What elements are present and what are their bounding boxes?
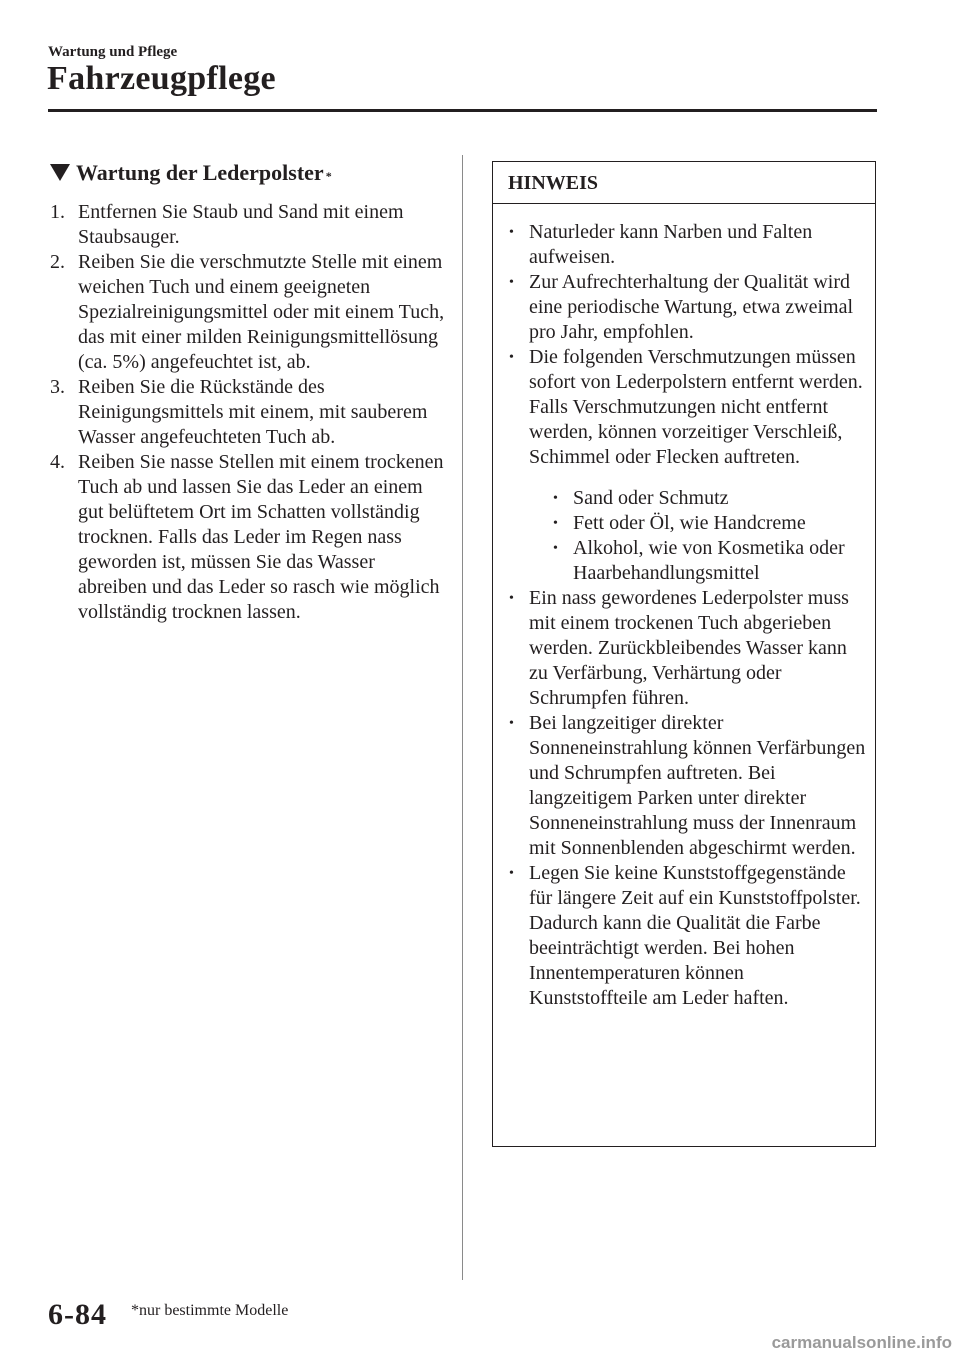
step-item xyxy=(50,250,445,375)
step-text: Reiben Sie die verschmutzte Stelle mit einem weichen Tuch und einem geeigneten Spezialreinigungsmittel oder mit einem Tuch, das mit einer milden Reinigungsmittellösung (ca. 5%) angefeuchtet ist, ab. xyxy=(78,251,445,373)
hinweis-item-text: Die folgenden Verschmutzungen müssen sofort von Lederpolstern entfernt werden. xyxy=(529,346,863,393)
hinweis-item-text: Legen Sie keine Kunststoffgegenstände für längere Zeit auf ein Kunststoffpolster. Dadurch kann die Qualität die Farbe beeinträchtigt werden. Bei hohen Innentemperaturen können Kunststoffteile am Leder haften. xyxy=(529,862,861,1009)
hinweis-item xyxy=(505,711,867,861)
hinweis-item-text: Naturleder kann Narben und Falten aufweisen. xyxy=(529,221,813,268)
left-column xyxy=(50,160,445,625)
bullet-icon: • xyxy=(553,516,558,531)
step-number: 3. xyxy=(50,376,65,398)
bullet-icon: • xyxy=(509,716,514,731)
step-number: 4. xyxy=(50,451,65,473)
step-text: Reiben Sie die Rückstände des Reinigungsmittels mit einem, mit sauberem Wasser angefeuchteten Tuch ab. xyxy=(78,376,428,448)
step-item xyxy=(50,375,445,450)
bullet-icon: • xyxy=(553,491,558,506)
sub-list-item xyxy=(529,536,867,586)
bullet-icon: • xyxy=(553,541,558,556)
step-list xyxy=(50,200,445,625)
hinweis-item xyxy=(505,861,867,1011)
step-item xyxy=(50,200,445,250)
step-item xyxy=(50,450,445,625)
step-text: Reiben Sie nasse Stellen mit einem trockenen Tuch ab und lassen Sie das Leder an einem gut belüftetem Ort im Schatten vollständig trocknen. Falls das Leder im Regen nass geworden ist, müssen Sie das Wasser abreiben und das Leder so rasch wie möglich vollständig trocknen lassen. xyxy=(78,451,444,623)
hinweis-box xyxy=(492,161,876,1147)
bullet-icon: • xyxy=(509,591,514,606)
triangle-down-icon xyxy=(50,164,70,181)
sub-list-item xyxy=(529,486,867,511)
hinweis-item xyxy=(505,345,867,586)
section-heading xyxy=(50,160,445,186)
availability-mark: * xyxy=(325,169,332,183)
hinweis-item xyxy=(505,270,867,345)
sub-list-item-text: Sand oder Schmutz xyxy=(573,487,729,509)
section-label: Wartung und Pflege xyxy=(48,44,178,60)
footnote: *nur bestimmte Modelle xyxy=(131,1302,289,1319)
hinweis-item-text: Ein nass gewordenes Lederpolster muss mit einem trockenen Tuch abgerieben werden. Zurückbleibendes Wasser kann zu Verfärbung, Verhärtung oder Schrumpfen führen. xyxy=(529,587,849,709)
bullet-icon: • xyxy=(509,350,514,365)
step-number: 1. xyxy=(50,201,65,223)
hinweis-item-text: Zur Aufrechterhaltung der Qualität wird eine periodische Wartung, etwa zweimal pro Jahr, empfohlen. xyxy=(529,271,854,343)
bullet-icon: • xyxy=(509,866,514,881)
hinweis-item-extra: Falls Verschmutzungen nicht entfernt werden, können vorzeitiger Verschleiß, Schimmel oder Flecken auftreten. xyxy=(529,396,843,468)
hinweis-title: HINWEIS xyxy=(508,172,599,194)
watermark: carmanualsonline.info xyxy=(771,1333,952,1352)
bullet-icon: • xyxy=(509,275,514,290)
sub-list-item-text: Alkohol, wie von Kosmetika oder Haarbehandlungsmittel xyxy=(573,537,845,584)
page-number: 6-84 xyxy=(48,1298,107,1331)
column-divider xyxy=(462,155,463,1280)
sub-list-item-text: Fett oder Öl, wie Handcreme xyxy=(573,512,806,534)
hinweis-item-text: Bei langzeitiger direkter Sonneneinstrahlung können Verfärbungen und Schrumpfen auftreten. Bei langzeitigem Parken unter direkter Sonneneinstrahlung muss der Innenraum mit Sonnenblenden abgeschirmt werden. xyxy=(529,712,866,859)
sub-list-item xyxy=(529,511,867,536)
hinweis-item xyxy=(505,220,867,270)
sub-list xyxy=(529,486,867,586)
page-title: Fahrzeugpflege xyxy=(47,60,276,97)
hinweis-list xyxy=(493,204,875,1011)
section-heading-text: Wartung der Lederpolster xyxy=(76,160,324,185)
bullet-icon: • xyxy=(509,225,514,240)
step-text: Entfernen Sie Staub und Sand mit einem Staubsauger. xyxy=(78,201,404,248)
step-number: 2. xyxy=(50,251,65,273)
header-divider xyxy=(48,109,877,112)
hinweis-item xyxy=(505,586,867,711)
